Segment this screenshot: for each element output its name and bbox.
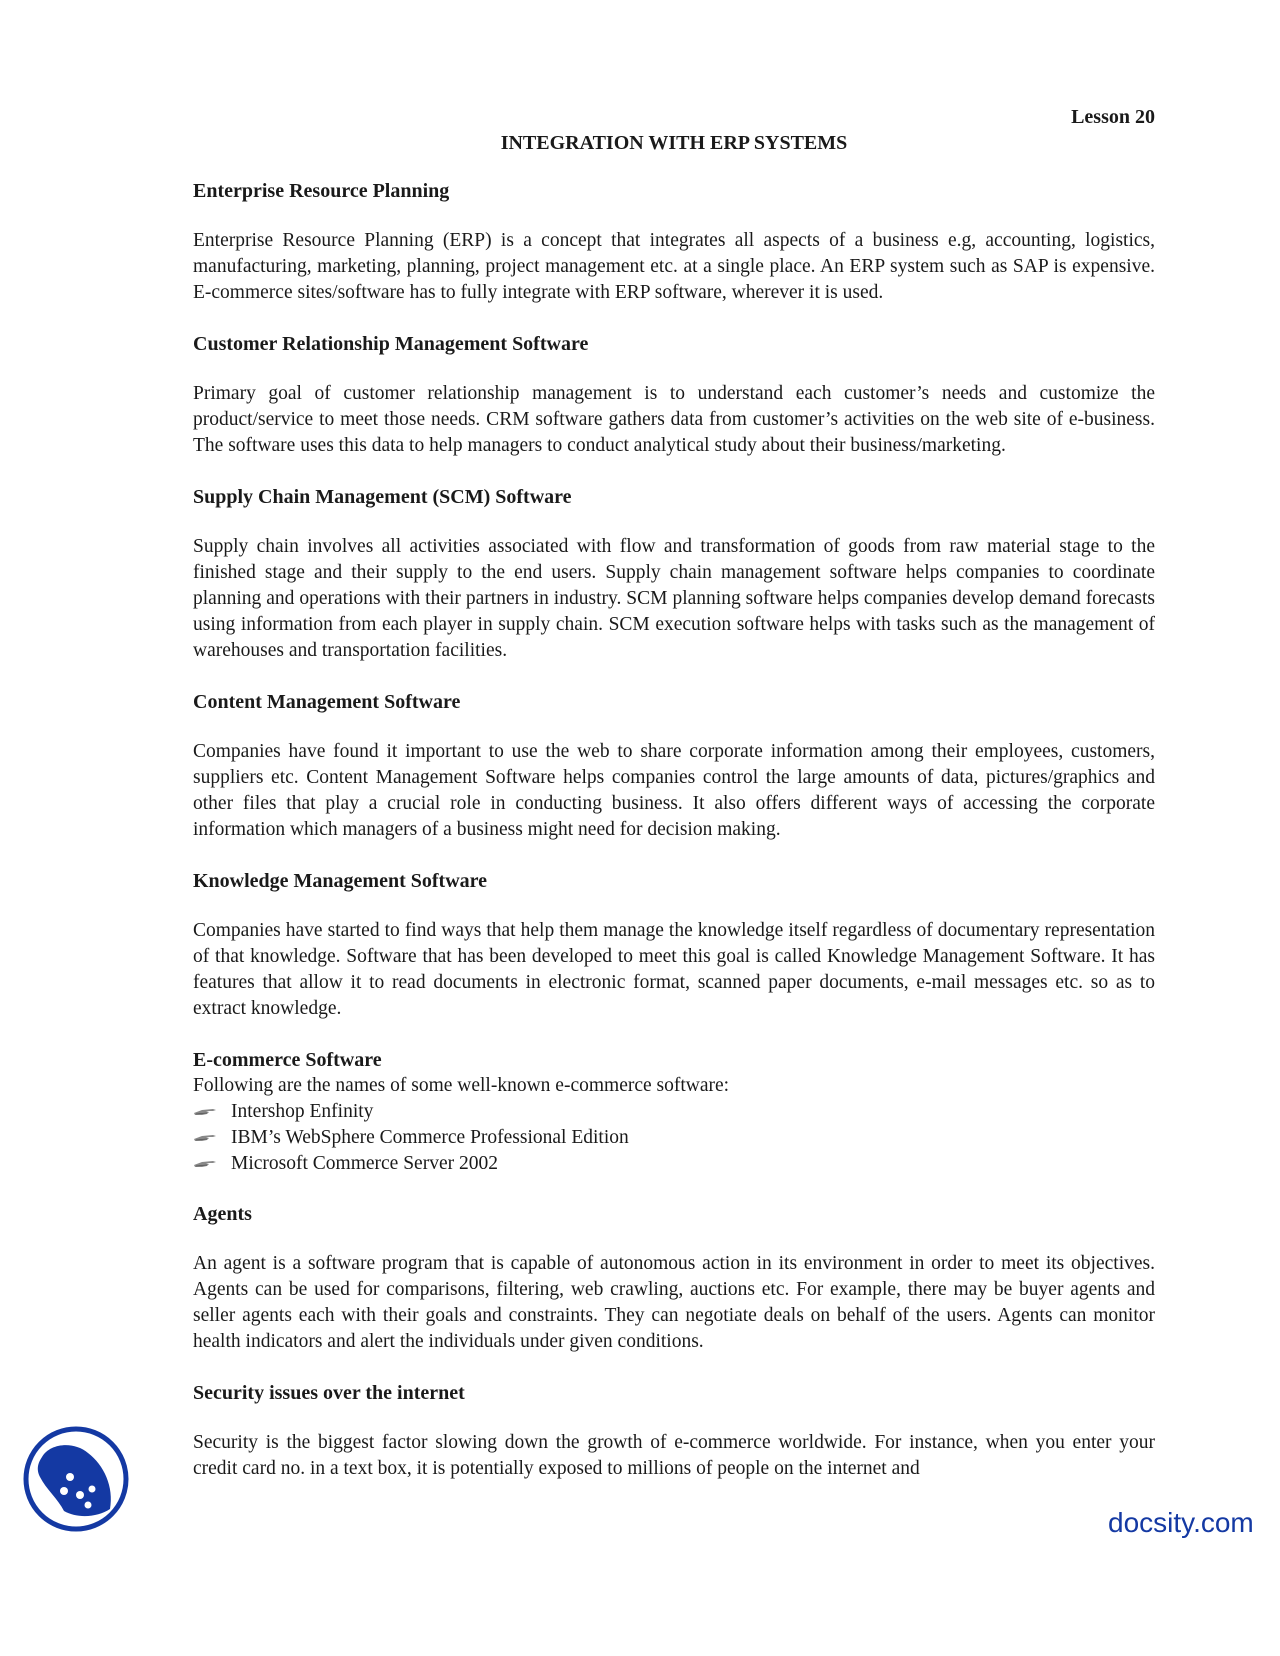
heading-scm: Supply Chain Management (SCM) Software: [193, 486, 572, 508]
heading-crm: Customer Relationship Management Software: [193, 333, 589, 355]
heading-kms: Knowledge Management Software: [193, 870, 488, 892]
paragraph-cms: Companies have found it important to use the web to share corporate information among their employees, customers, suppliers etc. Content Management Software helps companies control the large amounts of data, pictures/graphics and other files that play a crucial role in conducting business. It also offers different ways of accessing the corporate information which managers of a business might need for decision making.: [193, 741, 1155, 840]
page-title: INTEGRATION WITH ERP SYSTEMS: [500, 132, 848, 154]
heading-ecommerce: E-commerce Software: [193, 1049, 382, 1071]
heading-security: Security issues over the internet: [193, 1382, 465, 1404]
pointing-hand-icon: [193, 1132, 217, 1144]
paragraph-scm: Supply chain involves all activities associated with flow and transformation of goods from raw material stage to the finished stage and their supply to the end users. Supply chain management software helps companies to coordinate planning and operations with their partners in industry. SCM planning software helps companies develop demand forecasts using information from each player in supply chain. SCM execution software helps with tasks such as the management of warehouses and transportation facilities.: [193, 536, 1155, 661]
paragraph-security: Security is the biggest factor slowing down the growth of e-commerce worldwide. For instance, when you enter your credit card no. in a text box, it is potentially exposed to millions of people on the internet and: [193, 1432, 1155, 1479]
pointing-hand-icon: [193, 1158, 217, 1170]
docsity-logo-icon: [22, 1425, 130, 1533]
list-item: [193, 1099, 1155, 1125]
pointing-hand-icon: [193, 1106, 217, 1118]
list-item-label: Microsoft Commerce Server 2002: [231, 1153, 498, 1174]
heading-cms: Content Management Software: [193, 691, 461, 713]
list-item-label: IBM’s WebSphere Commerce Professional Edition: [231, 1127, 629, 1148]
paragraph-agents: An agent is a software program that is capable of autonomous action in its environment in order to meet its objectives. Agents can be used for comparisons, filtering, web crawling, auctions etc. For example, there may be buyer agents and seller agents each with their goals and constraints. They can negotiate deals on behalf of the users. Agents can monitor health indicators and alert the individuals under given conditions.: [193, 1253, 1155, 1352]
lesson-label: Lesson 20: [1071, 106, 1155, 128]
document-page: [193, 104, 1155, 1482]
list-item: [193, 1151, 1155, 1177]
ecommerce-software-list: [193, 1099, 1155, 1177]
paragraph-ecommerce-intro: Following are the names of some well-known e-commerce software:: [193, 1075, 730, 1096]
paragraph-kms: Companies have started to find ways that help them manage the knowledge itself regardless of documentary representation of that knowledge. Software that has been developed to meet this goal is called Knowledge Management Software. It has features that allow it to read documents in electronic format, scanned paper documents, e-mail messages etc. so as to extract knowledge.: [193, 920, 1155, 1019]
heading-erp: Enterprise Resource Planning: [193, 180, 450, 202]
list-item-label: Intershop Enfinity: [231, 1101, 374, 1122]
docsity-watermark[interactable]: docsity.com: [1104, 1507, 1258, 1539]
paragraph-crm: Primary goal of customer relationship management is to understand each customer’s needs and customize the product/service to meet those needs. CRM software gathers data from customer’s activities on the web site of e-business. The software uses this data to help managers to conduct analytical study about their business/marketing.: [193, 383, 1155, 456]
list-item: [193, 1125, 1155, 1151]
paragraph-erp: Enterprise Resource Planning (ERP) is a concept that integrates all aspects of a business e.g, accounting, logistics, manufacturing, marketing, planning, project management etc. at a single place. An ERP system such as SAP is expensive. E-commerce sites/software has to fully integrate with ERP software, wherever it is used.: [193, 230, 1155, 303]
heading-agents: Agents: [193, 1203, 252, 1225]
